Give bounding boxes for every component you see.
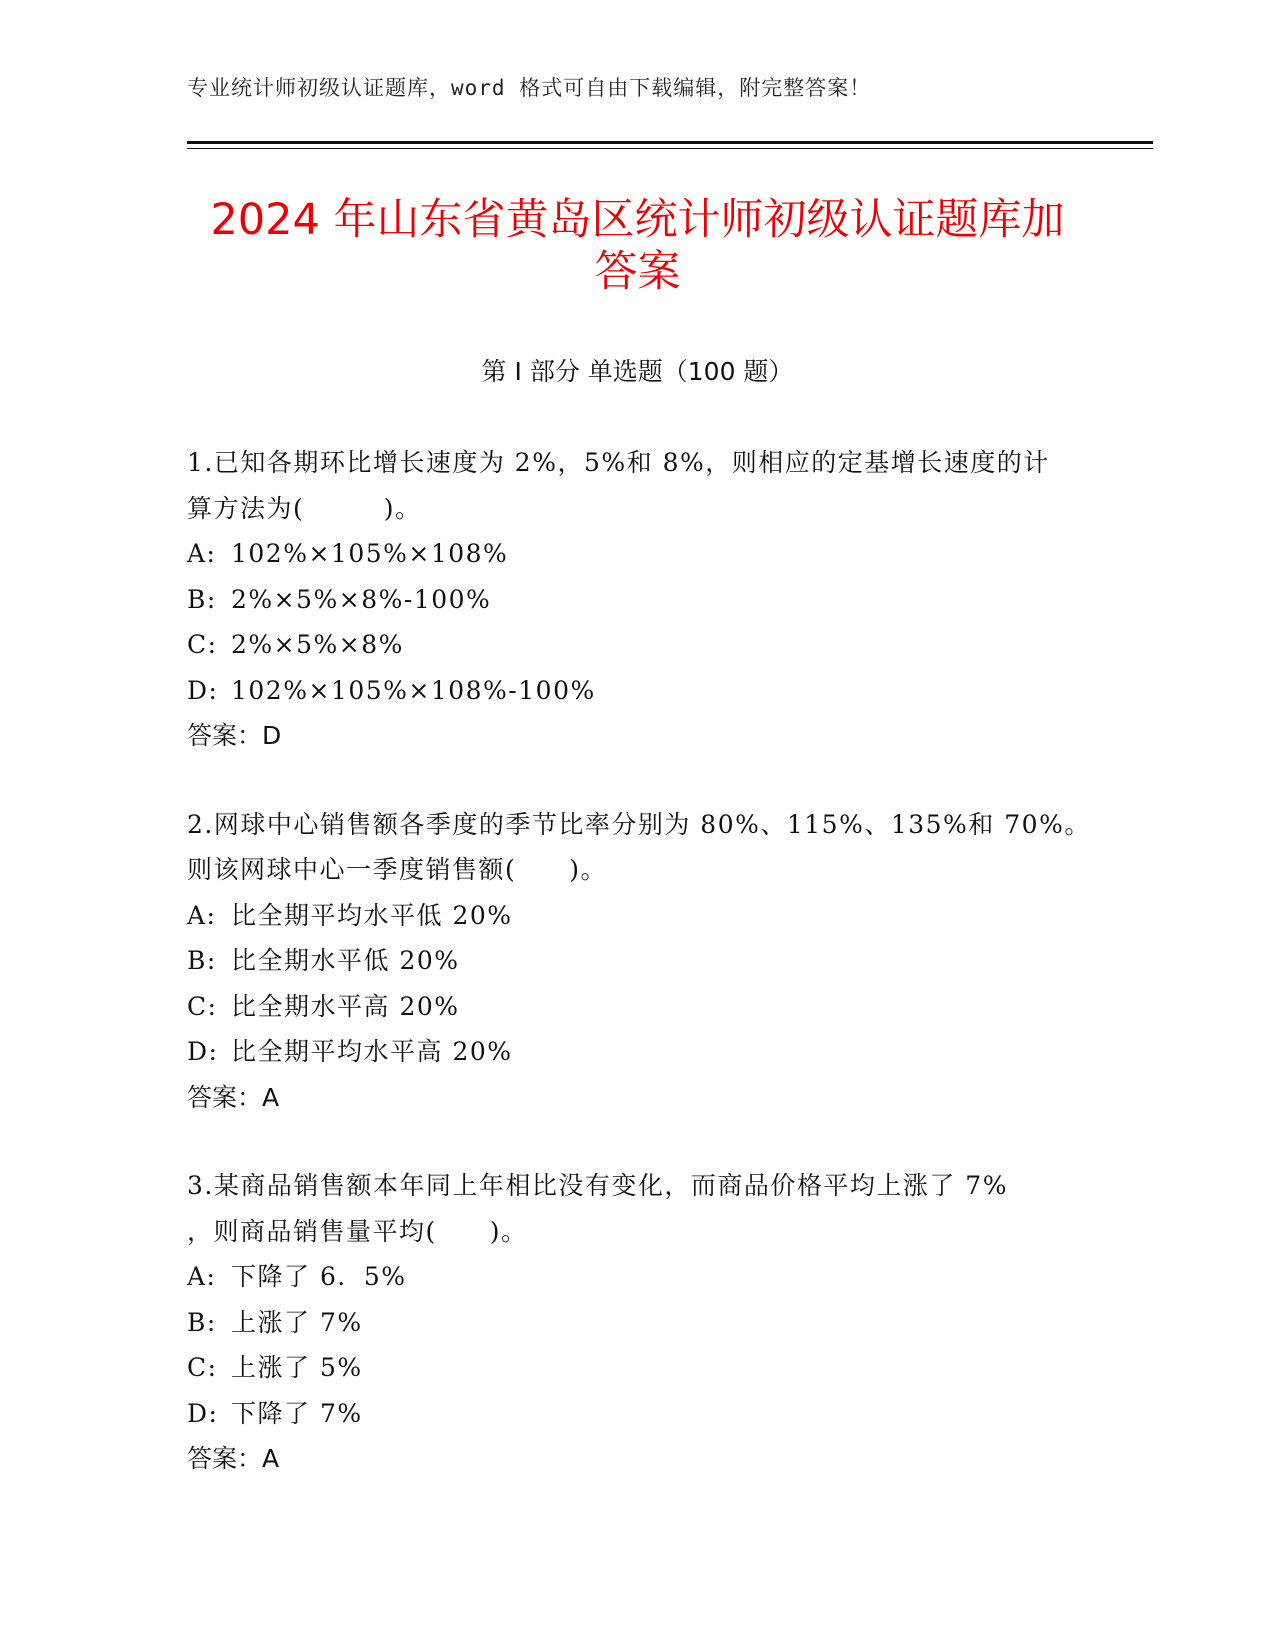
option-label: B: [187, 946, 217, 975]
option-b [187, 1300, 1087, 1346]
option-c [187, 622, 1087, 668]
question-stem-line: 3.某商品销售额本年同上年相比没有变化，而商品价格平均上涨了 7% [187, 1171, 1008, 1200]
question-stem-line: ，则商品销售量平均( )。 [187, 1216, 528, 1246]
option-d [187, 1391, 1087, 1437]
option-b [187, 938, 1087, 984]
question-2 [187, 802, 1091, 1121]
option-label: A: [187, 900, 217, 930]
option-text: 比全期平均水平高 20% [231, 1037, 513, 1066]
question-1 [187, 440, 1087, 759]
option-text: 102%×105%×108%-100% [231, 675, 596, 705]
option-text: 比全期水平低 20% [231, 946, 460, 975]
option-text: 比全期平均水平低 20% [231, 900, 513, 930]
option-text: 比全期水平高 20% [231, 991, 460, 1021]
option-c [187, 1345, 1087, 1391]
question-stem-line: 1.已知各期环比增长速度为 2%，5%和 8%，则相应的定基增长速度的计 [187, 448, 1050, 477]
option-text: 下降了 6．5% [231, 1262, 407, 1291]
option-label: D: [187, 1037, 219, 1066]
question-stem-line: 则该网球中心一季度销售额( )。 [187, 855, 608, 884]
option-a [187, 531, 1087, 577]
option-label: B: [187, 584, 217, 614]
option-d [187, 668, 1087, 714]
option-label: C: [187, 991, 218, 1021]
option-d [187, 1029, 1087, 1075]
question-list [187, 440, 1091, 1525]
option-c [187, 984, 1087, 1030]
header-rule-thick [187, 141, 1153, 144]
option-text: 下降了 7% [231, 1398, 363, 1428]
option-a [187, 893, 1087, 939]
option-text: 上涨了 7% [231, 1307, 363, 1337]
option-label: C: [187, 630, 218, 659]
document-title [150, 194, 1125, 298]
answer: 答案：D [187, 721, 282, 750]
option-a [187, 1254, 1087, 1300]
header-rule-thin [187, 148, 1153, 149]
answer: 答案：A [187, 1082, 280, 1112]
question-stem-line: 2.网球中心销售额各季度的季节比率分别为 80%、115%、135%和 70%。 [187, 809, 1091, 839]
option-text: 上涨了 5% [231, 1353, 363, 1382]
option-label: A: [187, 539, 217, 568]
answer: 答案：A [187, 1444, 280, 1473]
question-stem-line: 算方法为( )。 [187, 493, 422, 523]
option-text: 2%×5%×8% [231, 630, 404, 659]
option-label: D: [187, 1398, 219, 1428]
question-3 [187, 1163, 1087, 1482]
title-line-1: 2024 年山东省黄岛区统计师初级认证题库加 [210, 195, 1065, 245]
page-header: 专业统计师初级认证题库，word 格式可自由下载编辑，附完整答案！ [187, 76, 872, 100]
title-line-2: 答案 [594, 247, 681, 297]
option-label: B: [187, 1307, 217, 1337]
option-b [187, 577, 1087, 623]
option-label: D: [187, 675, 219, 705]
option-text: 102%×105%×108% [231, 539, 509, 568]
section-heading: 第 I 部分 单选题（100 题） [481, 357, 794, 386]
option-label: A: [187, 1262, 217, 1291]
option-label: C: [187, 1353, 218, 1382]
option-text: 2%×5%×8%-100% [231, 584, 492, 614]
